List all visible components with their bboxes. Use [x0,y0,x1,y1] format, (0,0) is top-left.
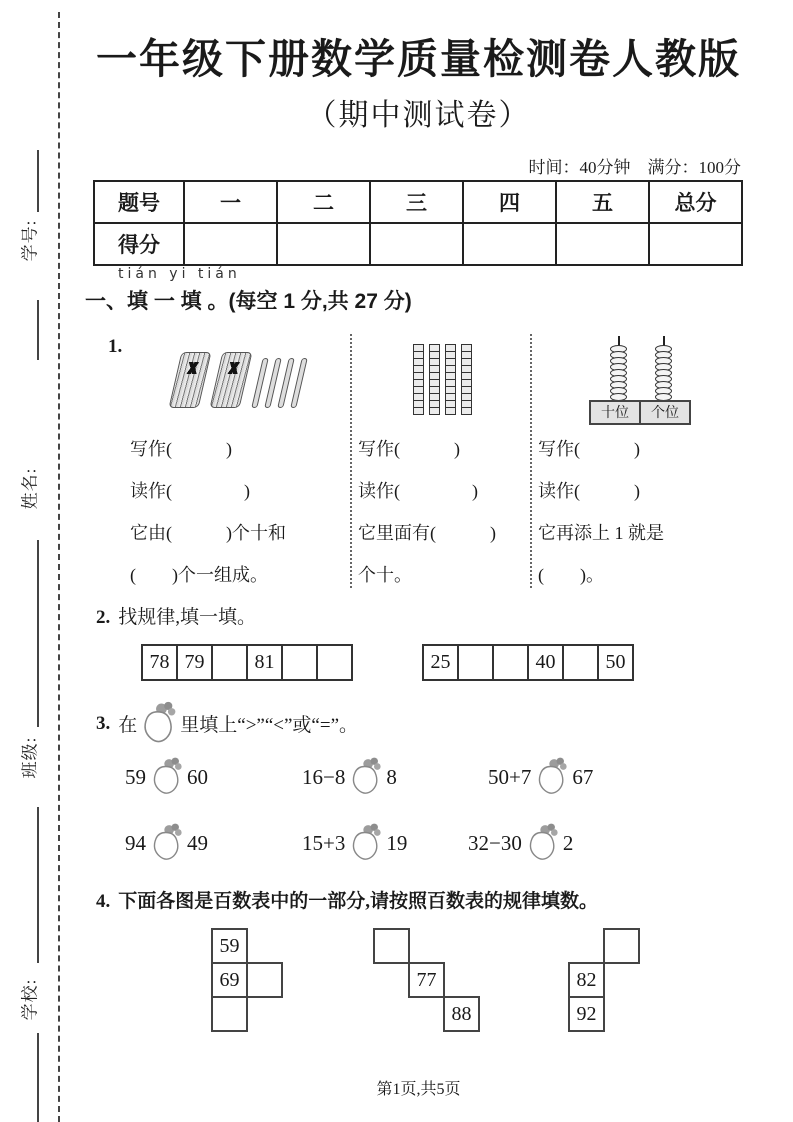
right-value: 8 [386,764,397,789]
fill-blank-line[interactable]: 个十。 [358,565,412,585]
pinyin-annotation: tián yi tián [118,266,241,282]
question-number: 2. [96,607,111,628]
page-number: 第1页,共5页 [376,1081,461,1098]
right-value: 49 [187,830,208,855]
question-4-heading [96,886,598,913]
score-table-header-cell: 三 [370,181,463,223]
right-value: 19 [386,830,408,855]
hundred-chart-cell[interactable] [211,996,248,1032]
hundred-chart-cell: 69 [211,962,248,998]
question-number: 4. [96,891,111,912]
left-value: 59 [125,764,146,789]
left-value: 16−8 [302,764,346,789]
score-cell[interactable] [556,223,649,265]
fill-blank-line[interactable]: 写作( ) [130,439,232,459]
score-cell[interactable] [370,223,463,265]
score-table-header-cell: 二 [277,181,370,223]
column-divider [530,334,532,588]
score-cell[interactable] [649,223,742,265]
class-label: 班级: [20,736,40,779]
time-score-info: 时间：40分钟 满分：100分 [528,158,741,177]
score-cell[interactable] [277,223,370,265]
radish-answer-circle[interactable] [149,822,184,864]
school-blank-line[interactable] [37,807,39,963]
student-id-label: 学号: [20,219,40,262]
score-row-label: 得分 [94,223,184,265]
radish-answer-circle[interactable] [348,756,383,798]
radish-answer-circle[interactable] [525,822,560,864]
fill-blank-line[interactable]: ( )。 [538,565,604,585]
question-1-column-sticks [130,332,346,596]
radish-answer-circle[interactable] [534,756,569,798]
sequence-cell[interactable] [457,644,494,681]
fill-blank-line[interactable]: 它由( )个十和 [130,523,286,543]
question-text: 里填上“>”“<”或“=”。 [180,715,359,736]
score-table-header-cell: 题号 [94,181,184,223]
sequence-cell: 50 [597,644,634,681]
question-number: 3. [96,712,111,734]
fill-blank-line[interactable]: 它里面有( ) [358,523,496,543]
fill-blank-line[interactable]: 写作( ) [538,439,640,459]
abacus-ones-rod [655,336,672,401]
sequence-cell[interactable] [211,644,248,681]
radish-answer-circle[interactable] [149,756,184,798]
fill-blank-line[interactable]: 读作( ) [538,481,640,501]
question-number: 1. [108,336,123,357]
question-1-column-abacus [538,332,744,596]
hundred-chart-cell: 88 [443,996,480,1032]
cube-towers-icon [413,345,472,415]
question-1-column-cubes [358,332,526,596]
score-table-header-cell: 一 [184,181,277,223]
stick-bundles-icon [175,352,302,408]
page-subtitle: （期中测试卷） [306,99,531,132]
hundred-chart-cell: 82 [568,962,605,998]
right-value: 2 [562,830,574,855]
class-blank-line[interactable] [37,540,39,727]
comparison-item [125,756,208,798]
hundred-chart-fragment [211,928,323,1034]
hundred-chart-fragment [373,928,485,1034]
bottom-blank-line[interactable] [37,1033,39,1122]
left-value: 50+7 [488,764,532,789]
hundred-chart-cell: 92 [568,996,605,1032]
school-label: 学校: [20,978,40,1021]
abacus-tens-rod [610,336,627,401]
number-sequence-strip [143,644,353,681]
sequence-cell: 40 [527,644,564,681]
radish-icon [139,700,178,747]
radish-answer-circle[interactable] [348,822,383,864]
abacus-icon [591,336,691,425]
fill-blank-line[interactable]: 读作( ) [358,481,478,501]
hundred-chart-cell[interactable] [603,928,640,964]
fill-blank-line[interactable]: ( )个一组成。 [130,565,268,585]
comparison-item [488,756,593,798]
right-value: 60 [187,764,208,789]
table-row [94,223,742,265]
left-value: 15+3 [302,830,346,855]
score-table-header-cell: 总分 [649,181,742,223]
number-sequence-strip [424,644,634,681]
question-text: 下面各图是百数表中的一部分,请按照百数表的规律填数。 [118,891,599,912]
tens-place-label: 十位 [589,400,641,425]
score-table-header-cell: 四 [463,181,556,223]
left-value: 94 [125,830,146,855]
hundred-chart-cell: 77 [408,962,445,998]
comparison-item [125,822,208,864]
question-3-heading [96,700,358,747]
question-text: 找规律,填一填。 [118,607,257,628]
left-value: 32−30 [468,830,522,855]
sequence-cell[interactable] [492,644,529,681]
section-one-heading: 一、填 一 填 。(每空 1 分,共 27 分) [85,290,412,313]
page-title: 一年级下册数学质量检测卷人教版 [96,36,741,82]
column-divider [350,334,352,588]
sequence-cell[interactable] [316,644,353,681]
question-1 [96,332,746,590]
sequence-cell[interactable] [281,644,318,681]
comparison-item [302,756,397,798]
hundred-chart-cell[interactable] [373,928,410,964]
sequence-cell: 79 [176,644,213,681]
comparison-item [302,822,407,864]
score-cell[interactable] [184,223,277,265]
score-table [93,180,743,266]
right-value: 67 [572,764,594,789]
comparison-item [468,822,573,864]
table-row [94,181,742,223]
fill-blank-line[interactable]: 它再添上 1 就是 [538,523,664,543]
hundred-chart-fragment [568,928,680,1034]
name-blank-line[interactable] [37,300,39,360]
fill-blank-line[interactable]: 写作( ) [358,439,460,459]
score-cell[interactable] [463,223,556,265]
sequence-cell: 78 [141,644,178,681]
ones-place-label: 个位 [639,400,691,425]
question-2-heading [96,602,256,629]
seal-dashed-line [58,12,60,1122]
fill-blank-line[interactable]: 读作( ) [130,481,250,501]
score-table-header-cell: 五 [556,181,649,223]
name-label: 姓名: [20,467,40,510]
sequence-cell: 25 [422,644,459,681]
hundred-chart-cell: 59 [211,928,248,964]
sequence-cell: 81 [246,644,283,681]
question-text: 在 [118,715,138,736]
sequence-cell[interactable] [562,644,599,681]
hundred-chart-cell[interactable] [246,962,283,998]
